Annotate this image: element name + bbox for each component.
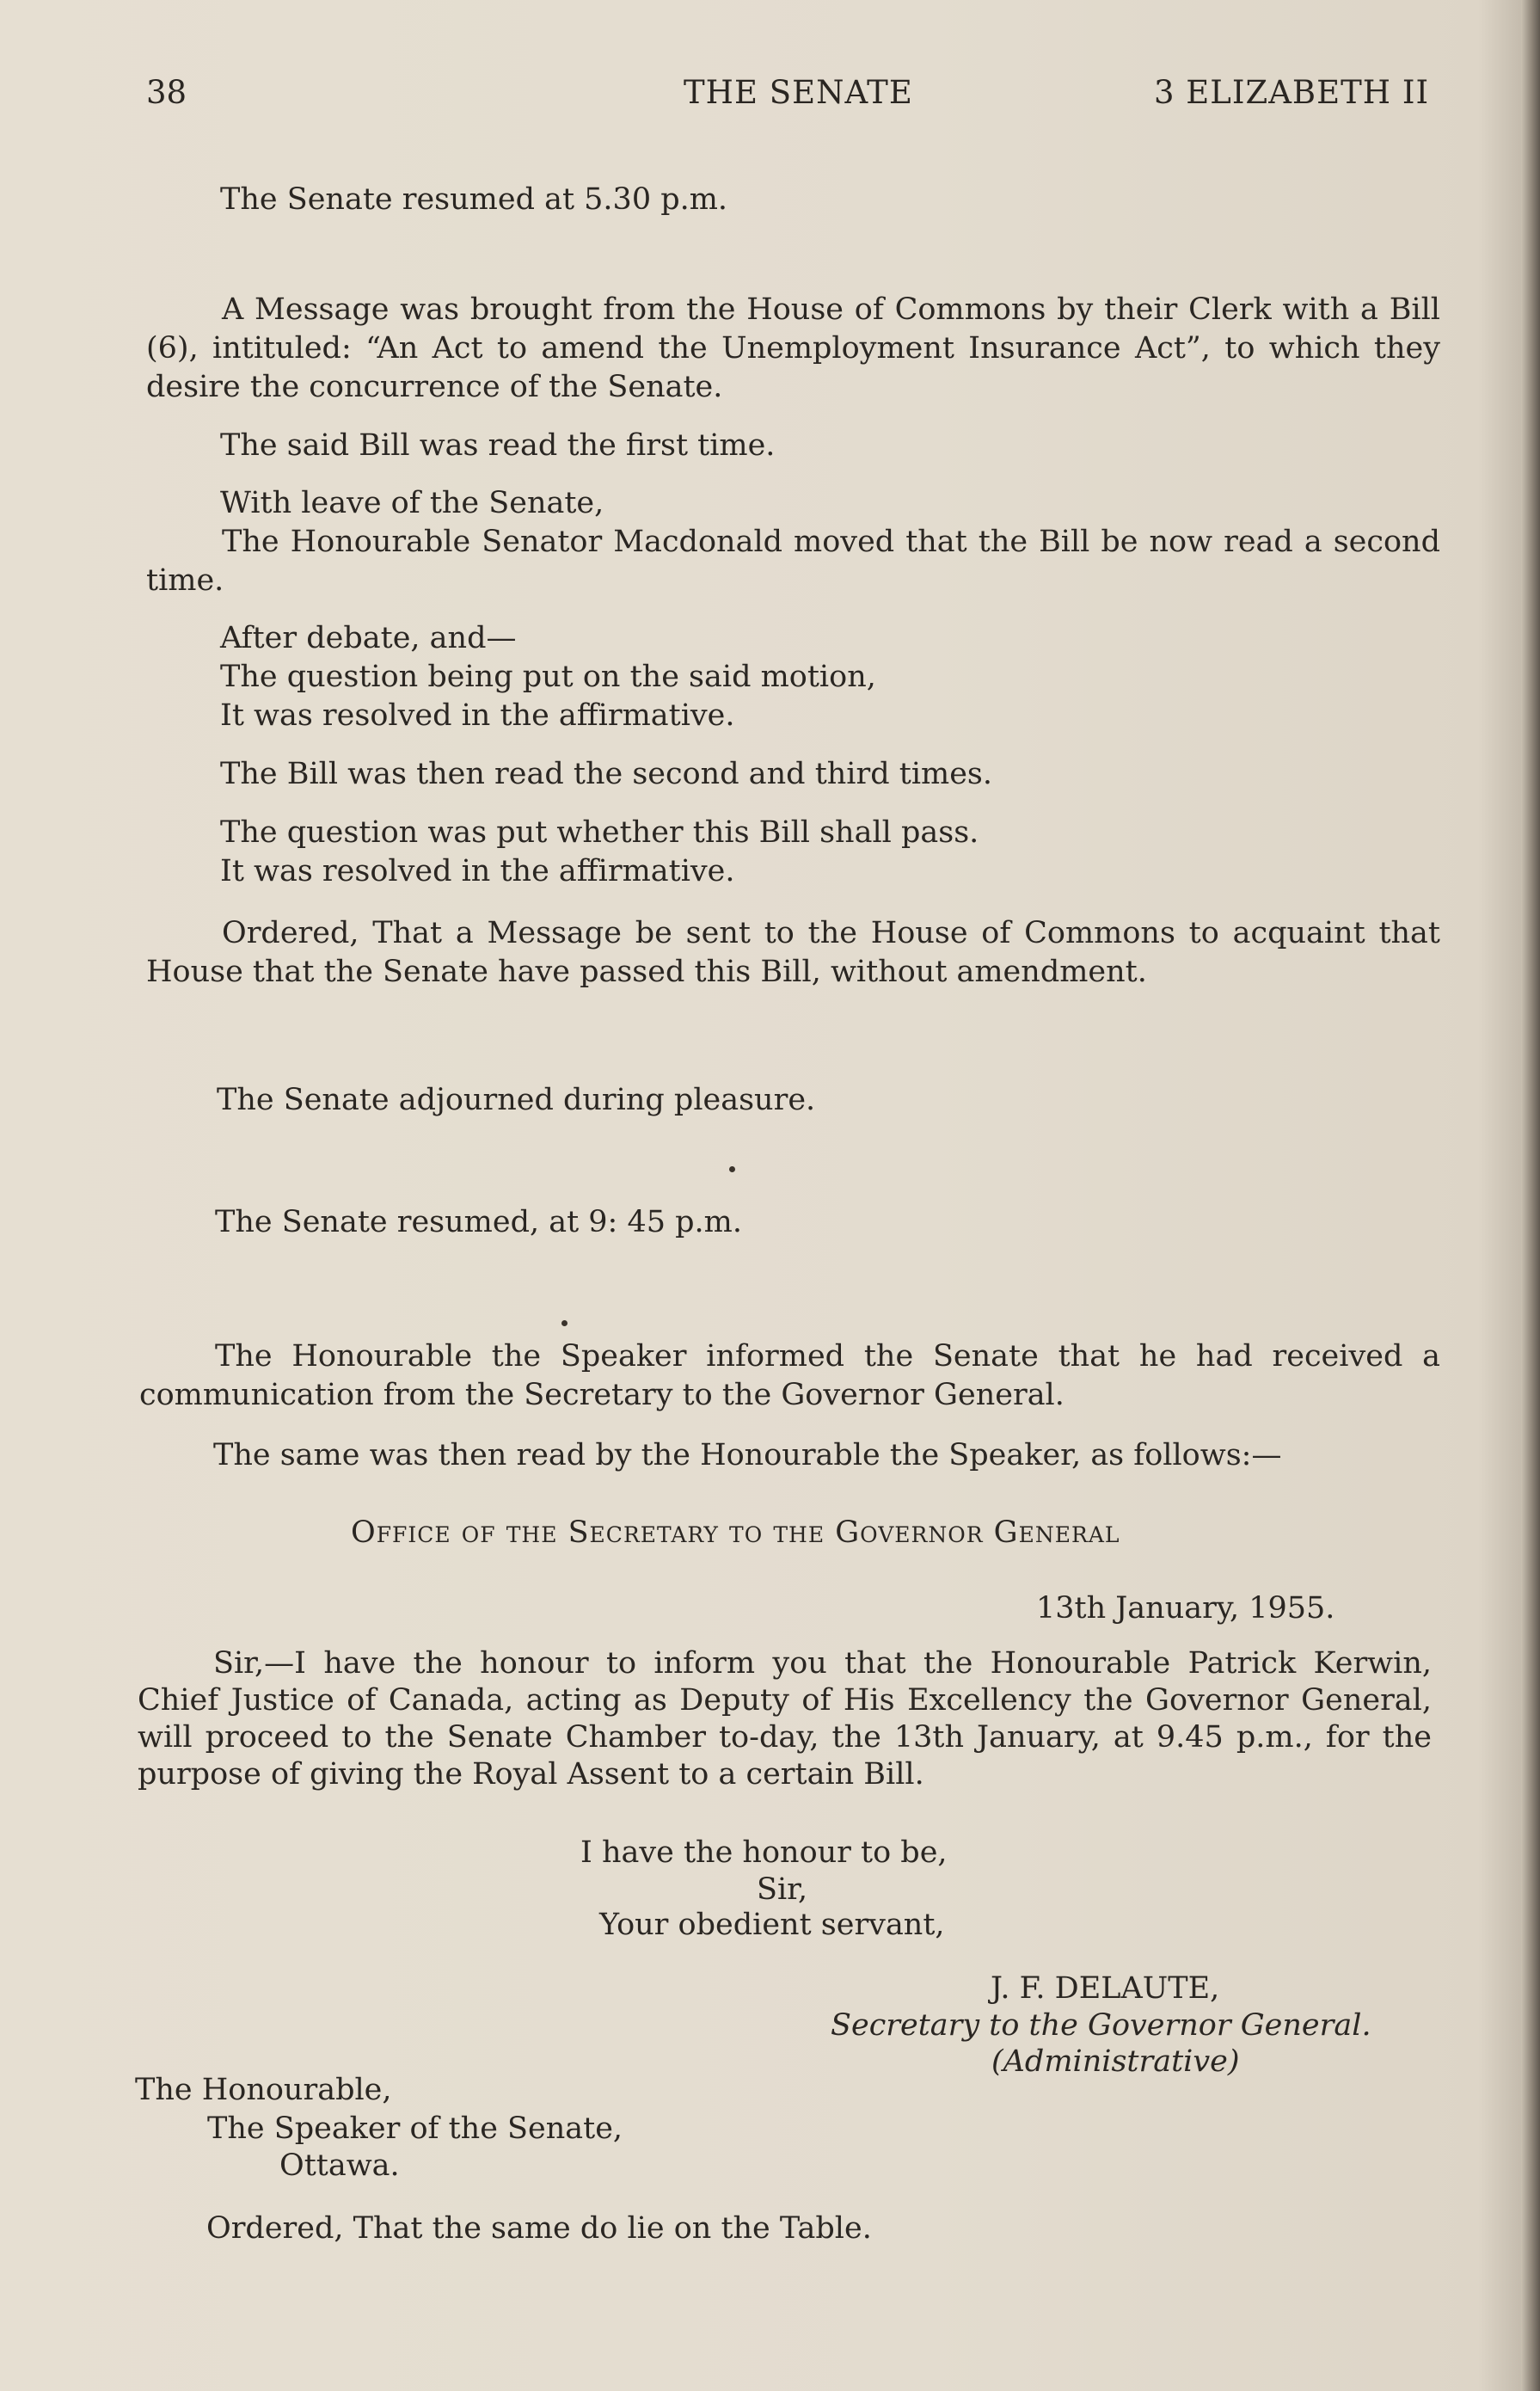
addressee-line-1: The Honourable, — [135, 2073, 392, 2107]
ornament-dot — [561, 1320, 568, 1326]
closing-sir: Sir, — [757, 1872, 808, 1907]
addressee-line-3: Ottawa. — [279, 2148, 400, 2183]
office-heading: Office of the Secretary to the Governor General — [351, 1515, 1120, 1550]
ordered-paragraph — [146, 914, 1440, 992]
lie-on-table-order: Ordered, That the same do lie on the Table. — [206, 2211, 872, 2246]
senate-resumed-945: The Senate resumed, at 9: 45 p.m. — [215, 1205, 742, 1239]
resolved-affirmative-2: It was resolved in the affirmative. — [220, 854, 735, 888]
page-header — [0, 74, 1540, 117]
closing-servant: Your obedient servant, — [599, 1908, 945, 1942]
page-edge — [1521, 0, 1540, 2391]
read-as-follows: The same was then read by the Honourable the Speaker, as follows:— — [213, 1438, 1282, 1472]
message-text: A Message was brought from the House of Commons by their Clerk with a Bill (6), intituled: “An Act to amend the Unemployment Insurance Act”, to which they desire the concurrence of the Senate. — [146, 292, 1440, 404]
moved-text: The Honourable Senator Macdonald moved that the Bill be now read a second time. — [146, 525, 1440, 598]
speaker-informed-paragraph — [139, 1337, 1440, 1415]
signatory-note: (Administrative) — [991, 2044, 1240, 2079]
with-leave: With leave of the Senate, — [220, 486, 604, 520]
senate-adjourned: The Senate adjourned during pleasure. — [217, 1083, 816, 1117]
regnal-year: 3 ELIZABETH II — [1154, 74, 1430, 111]
page-number: 38 — [146, 74, 187, 111]
closing-honour: I have the honour to be, — [580, 1835, 948, 1870]
signatory-title: Secretary to the Governor General. — [831, 2008, 1371, 2043]
running-title: THE SENATE — [684, 74, 913, 111]
letter-body-paragraph — [138, 1645, 1432, 1793]
ordered-text: Ordered, That a Message be sent to the House of Commons to acquaint that House that the Senate have passed this Bill, without amendment. — [146, 916, 1440, 989]
question-put: The question being put on the said motion, — [220, 660, 876, 694]
addressee-line-2: The Speaker of the Senate, — [207, 2111, 623, 2146]
after-debate: After debate, and— — [220, 621, 517, 655]
ornament-dot — [729, 1166, 735, 1172]
moved-paragraph — [146, 523, 1440, 600]
resolved-affirmative-1: It was resolved in the affirmative. — [220, 698, 735, 733]
question-pass: The question was put whether this Bill shall pass. — [220, 815, 979, 850]
letter-body-text: Sir,—I have the honour to inform you that the Honourable Patrick Kerwin, Chief Justice of Canada, acting as Deputy of His Excellency the Governor General, will proceed to the Senate Chamber to-day, the 13th January, at 9.45 p.m., for the purpose of giving the Royal Assent to a certain Bill. — [138, 1646, 1432, 1792]
message-paragraph — [146, 291, 1440, 407]
letter-date: 13th January, 1955. — [1036, 1591, 1335, 1626]
speaker-informed-text: The Honourable the Speaker informed the Senate that he had received a communication from the Secretary to the Governor General. — [139, 1339, 1440, 1412]
signatory-name: J. F. DELAUTE, — [991, 1971, 1220, 2006]
read-first-time: The said Bill was read the first time. — [220, 428, 776, 463]
second-third-reading: The Bill was then read the second and third times. — [220, 757, 993, 791]
senate-resumed-530: The Senate resumed at 5.30 p.m. — [220, 182, 728, 217]
